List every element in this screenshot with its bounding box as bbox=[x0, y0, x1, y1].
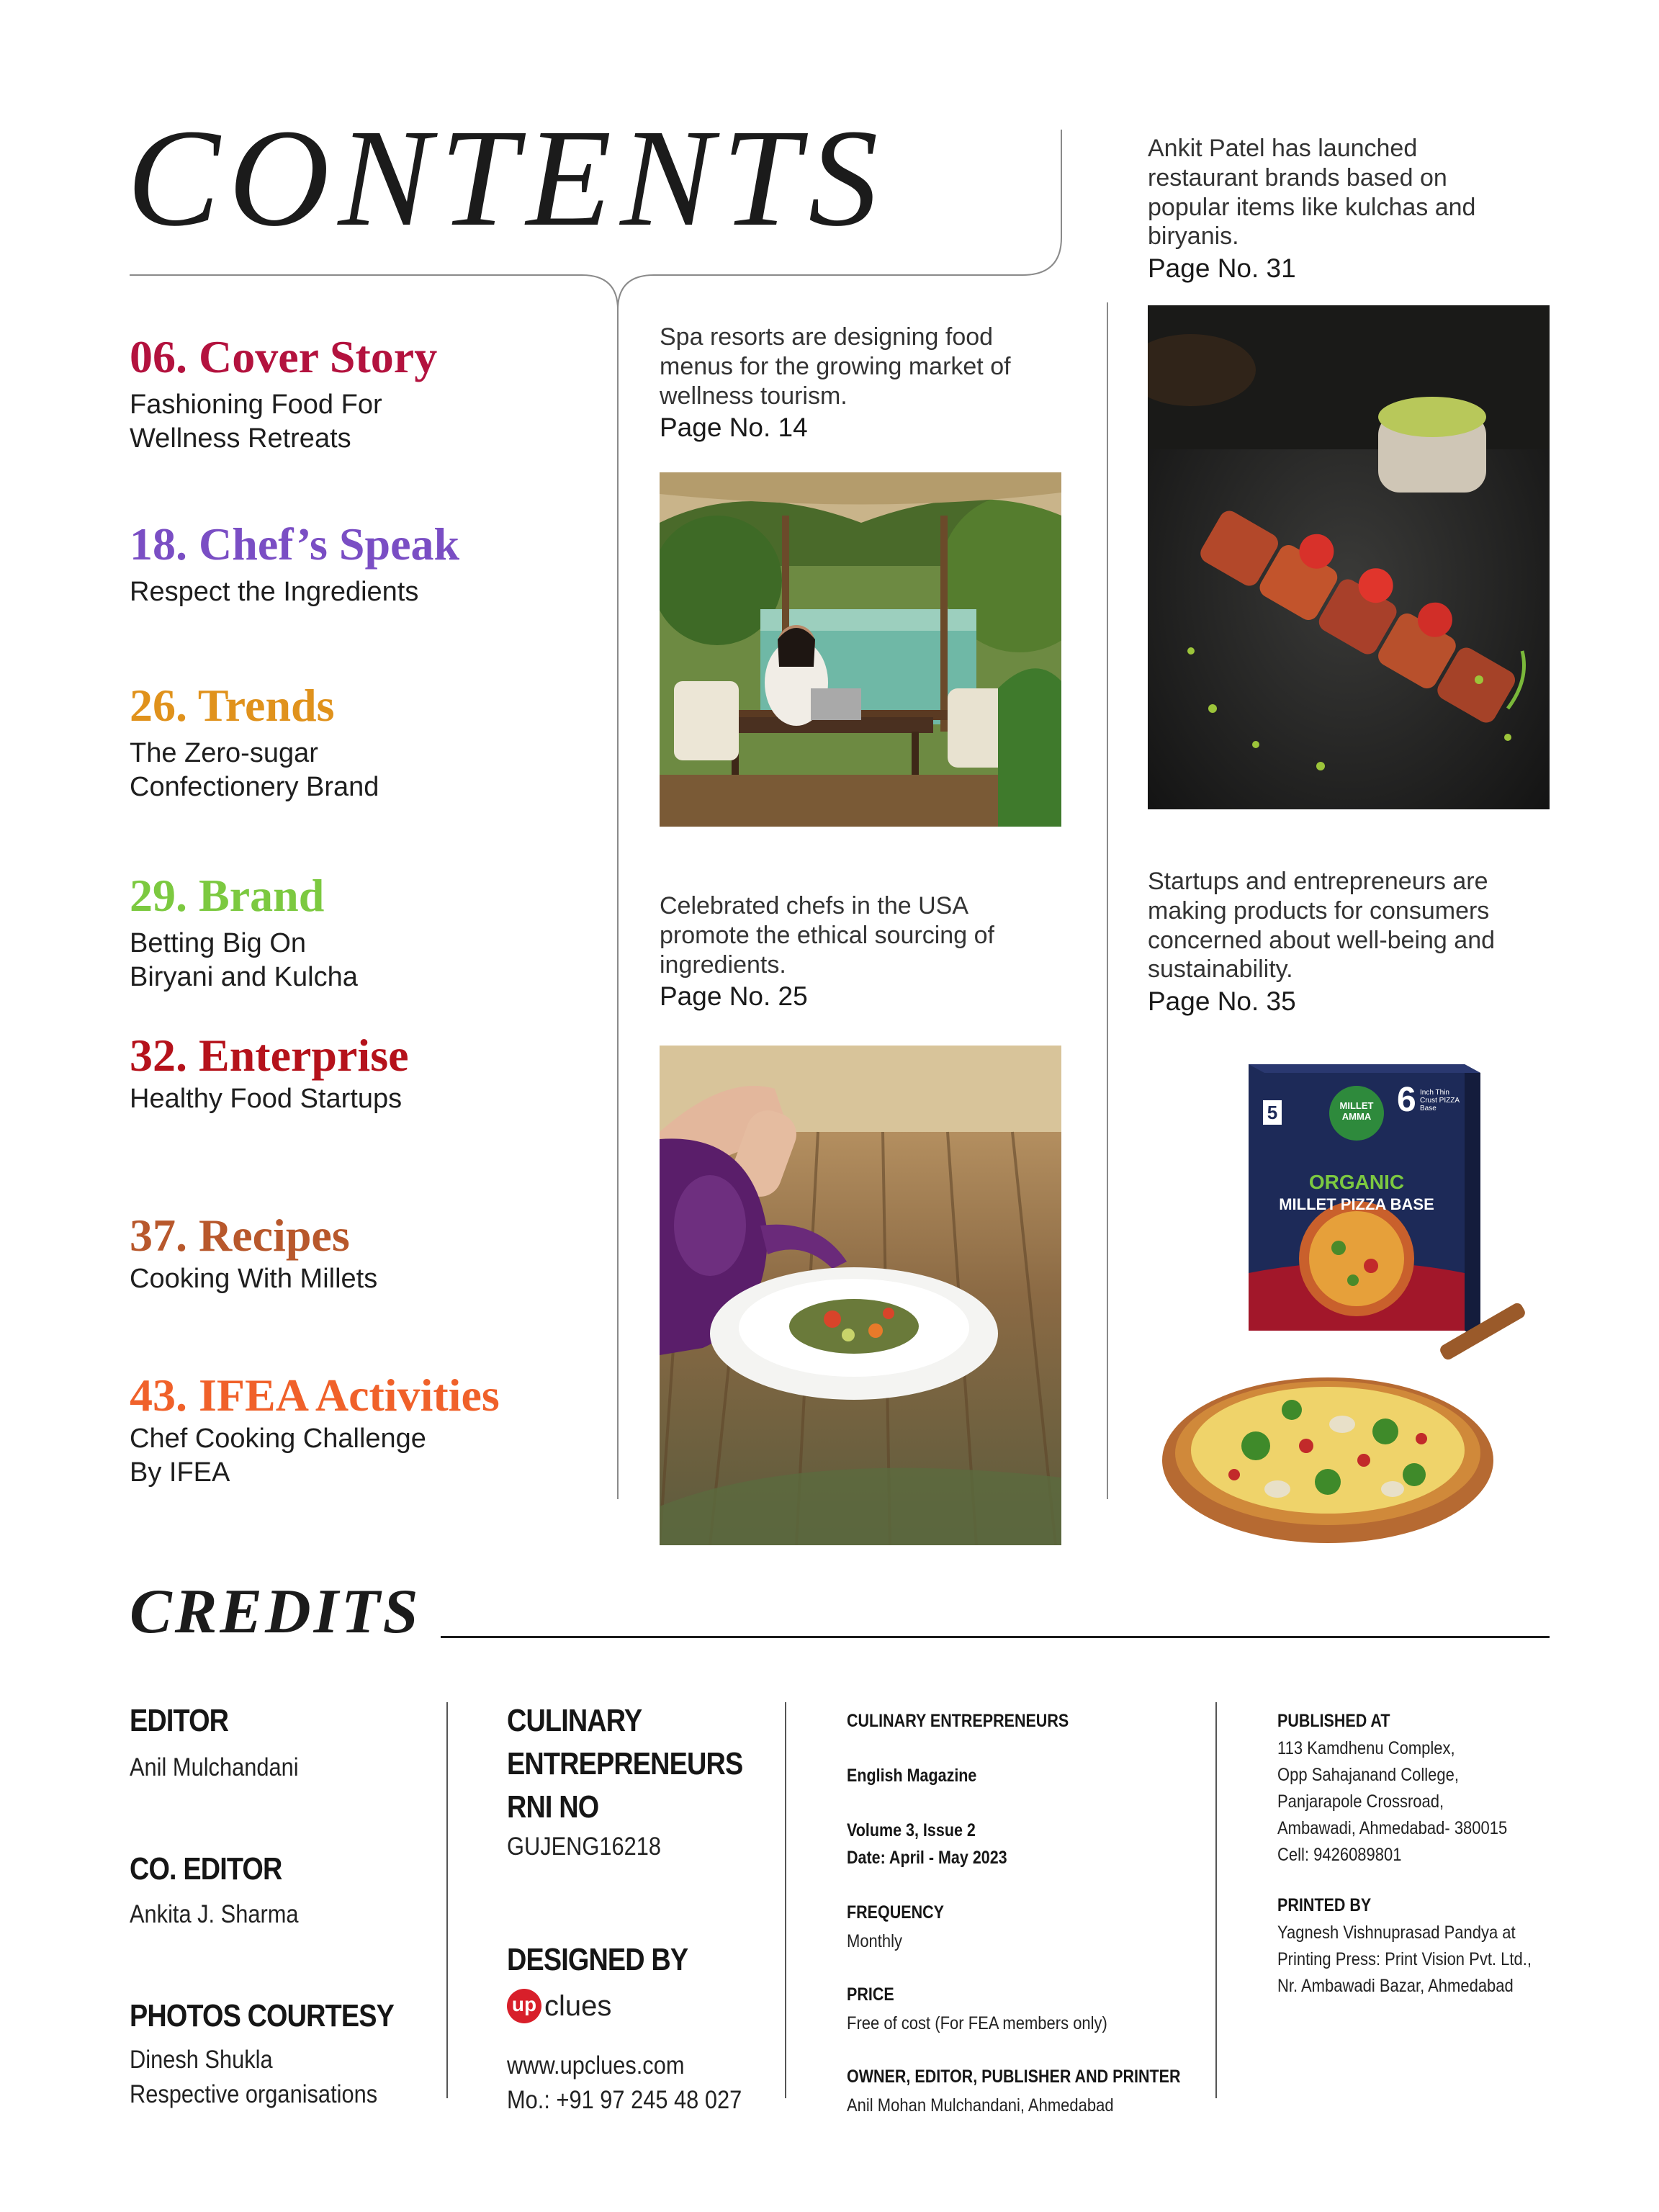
product-size-number: 6 bbox=[1397, 1081, 1416, 1119]
credits-title: CREDITS bbox=[130, 1577, 421, 1647]
editor-label: EDITOR bbox=[130, 1703, 229, 1738]
page-number: Page No. 14 bbox=[660, 413, 808, 443]
credits-divider bbox=[1215, 1702, 1217, 2098]
magazine-name: CULINARY ENTREPRENEURS bbox=[847, 1711, 1069, 1731]
product-brand: MILLET AMMA bbox=[1339, 1100, 1374, 1122]
rni-label-2: ENTREPRENEURS bbox=[507, 1746, 743, 1781]
upclues-logo bbox=[507, 1989, 611, 2026]
owner-label: OWNER, EDITOR, PUBLISHER AND PRINTER bbox=[847, 2067, 1181, 2087]
toc-ifea-activities[interactable] bbox=[130, 1371, 590, 1489]
page-number: Page No. 25 bbox=[660, 981, 808, 1012]
feature-blurb-spa[interactable]: Spa resorts are designing food menus for the growing market of wellness tourism. Page No. 14 bbox=[660, 323, 1011, 444]
feature-blurb-chefs[interactable]: Celebrated chefs in the USA promote the ethical sourcing of ingredients. Page No. 25 bbox=[660, 891, 994, 1013]
rni-label-1: CULINARY bbox=[507, 1703, 642, 1738]
toc-description: Betting Big On Biryani and Kulcha bbox=[130, 928, 358, 992]
photos-courtesy-label: PHOTOS COURTESY bbox=[130, 1998, 394, 2033]
printed-label: PRINTED BY bbox=[1277, 1895, 1372, 1915]
feature-blurb-ankit[interactable]: Ankit Patel has launched restaurant brands based on popular items like kulchas and biryanis. Page No. 31 bbox=[1148, 134, 1475, 285]
chef-pouring-photo bbox=[660, 1046, 1061, 1545]
logo-clues: clues bbox=[544, 1990, 612, 2022]
millet-pizza-product-photo bbox=[1148, 1057, 1550, 1561]
credits-divider bbox=[785, 1702, 786, 2098]
credits-divider bbox=[446, 1702, 448, 2098]
designed-by-label: DESIGNED BY bbox=[507, 1942, 688, 1977]
toc-description: Fashioning Food For Wellness Retreats bbox=[130, 390, 382, 454]
page-number: Page No. 35 bbox=[1148, 986, 1296, 1017]
toc-trends[interactable] bbox=[130, 681, 590, 804]
price-value: Free of cost (For FEA members only) bbox=[847, 2013, 1107, 2033]
published-label: PUBLISHED AT bbox=[1277, 1711, 1390, 1731]
toc-heading: 37. Recipes bbox=[130, 1210, 350, 1261]
published-address: 113 Kamdhenu Complex, Opp Sahajanand College, Panjarapole Crossroad, Ambawadi, Ahmedabad- 380015 Cell: 9426089801 bbox=[1277, 1738, 1508, 1865]
contents-title: CONTENTS bbox=[127, 100, 887, 255]
designer-phone: Mo.: +91 97 245 48 027 bbox=[507, 2086, 742, 2114]
magazine-volume: Volume 3, Issue 2 bbox=[847, 1820, 976, 1840]
toc-description: Healthy Food Startups bbox=[130, 1084, 403, 1115]
product-line2: MILLET PIZZA BASE bbox=[1279, 1195, 1434, 1213]
rni-value: GUJENG16218 bbox=[507, 1833, 661, 1861]
rni-label-3: RNI NO bbox=[507, 1789, 599, 1825]
editor-name: Anil Mulchandani bbox=[130, 1753, 299, 1781]
toc-heading: 06. Cover Story bbox=[130, 331, 438, 382]
magazine-language: English Magazine bbox=[847, 1766, 977, 1786]
toc-recipes[interactable] bbox=[130, 1211, 590, 1296]
toc-heading: 26. Trends bbox=[130, 680, 335, 731]
magazine-date: Date: April - May 2023 bbox=[847, 1848, 1007, 1868]
credits-rule bbox=[441, 1636, 1550, 1638]
spa-resort-photo bbox=[660, 472, 1061, 827]
toc-description: The Zero-sugar Confectionery Brand bbox=[130, 738, 379, 802]
designer-website[interactable]: www.upclues.com bbox=[507, 2051, 685, 2080]
co-editor-name: Ankita J. Sharma bbox=[130, 1900, 299, 1928]
toc-heading: 43. IFEA Activities bbox=[130, 1370, 500, 1421]
printed-details: Yagnesh Vishnuprasad Pandya at Printing Press: Print Vision Pvt. Ltd., Nr. Ambawadi Bazar, Ahmedabad bbox=[1277, 1923, 1532, 1996]
frequency-value: Monthly bbox=[847, 1931, 903, 1951]
feature-blurb-startups[interactable]: Startups and entrepreneurs are making products for consumers concerned about well-being and sustainability. Page No. 35 bbox=[1148, 867, 1495, 1018]
frequency-label: FREQUENCY bbox=[847, 1902, 944, 1923]
co-editor-label: CO. EDITOR bbox=[130, 1851, 282, 1887]
toc-enterprise[interactable] bbox=[130, 1031, 590, 1116]
toc-description: Respect the Ingredients bbox=[130, 577, 419, 608]
toc-description: Chef Cooking Challenge By IFEA bbox=[130, 1424, 426, 1488]
toc-heading: 18. Chef’s Speak bbox=[130, 518, 460, 570]
toc-chefs-speak[interactable] bbox=[130, 520, 590, 609]
product-size-text: Inch Thin Crust PIZZA Base bbox=[1420, 1089, 1460, 1112]
product-count: 5 bbox=[1263, 1100, 1282, 1125]
toc-heading: 29. Brand bbox=[130, 870, 325, 921]
kebab-dish-photo bbox=[1148, 305, 1550, 809]
owner-value: Anil Mohan Mulchandani, Ahmedabad bbox=[847, 2095, 1114, 2116]
product-line1: ORGANIC bbox=[1308, 1171, 1405, 1193]
toc-brand[interactable] bbox=[130, 871, 590, 994]
toc-cover-story[interactable] bbox=[130, 333, 590, 455]
logo-up: up bbox=[507, 1989, 541, 2023]
toc-heading: 32. Enterprise bbox=[130, 1030, 409, 1081]
page-number: Page No. 31 bbox=[1148, 253, 1296, 284]
toc-description: Cooking With Millets bbox=[130, 1264, 378, 1295]
photos-courtesy-1: Dinesh Shukla bbox=[130, 2046, 273, 2074]
photos-courtesy-2: Respective organisations bbox=[130, 2080, 378, 2108]
price-label: PRICE bbox=[847, 1984, 894, 2005]
